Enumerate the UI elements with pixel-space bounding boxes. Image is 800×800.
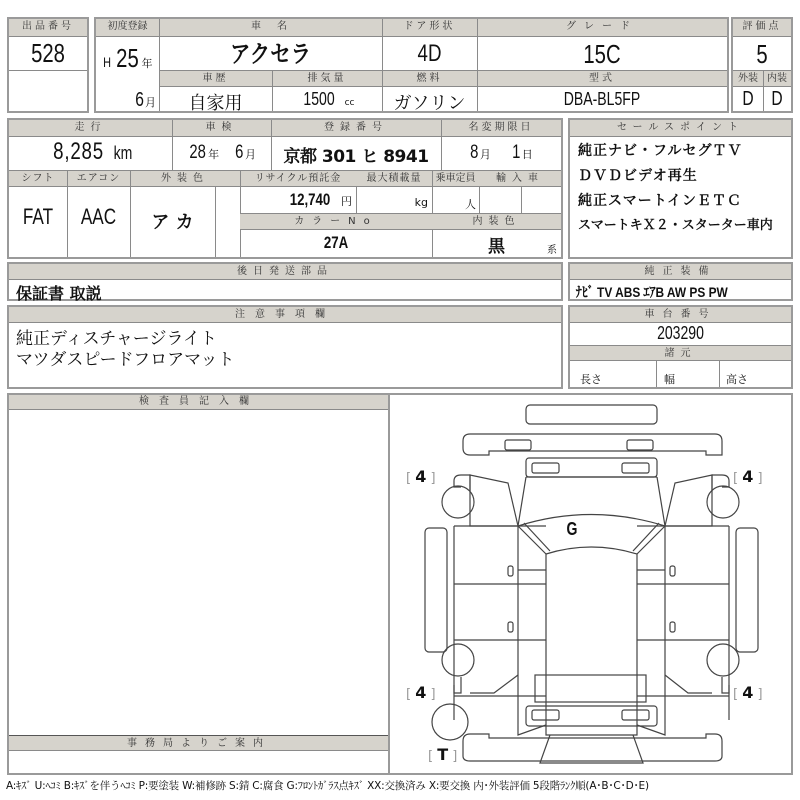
recycle-fee-value	[240, 190, 356, 210]
front-fender-right	[665, 475, 712, 526]
door-handle-rear-right	[670, 622, 675, 632]
exterior-color-value: ア カ	[151, 212, 194, 233]
side-step-left	[425, 528, 447, 652]
grade-label: グレード	[477, 19, 727, 37]
rear-fender-left	[470, 675, 518, 693]
tire-label-rear-left: [ 4 ]	[406, 683, 436, 702]
tire-rear-right	[707, 644, 739, 676]
tire-tread-value: 4	[415, 467, 427, 486]
headlight-right	[622, 463, 649, 473]
side-step-right	[736, 528, 758, 652]
name-change-deadline-value	[441, 142, 561, 164]
door-splits-right	[637, 584, 729, 696]
specs-height: 高さ	[726, 373, 748, 386]
detail-box	[7, 118, 563, 259]
shift-value: FAT	[22, 204, 54, 229]
fuel-label: 燃料	[382, 70, 477, 87]
chassis-label: 車台番号	[570, 307, 791, 323]
notes-label: 注意事項欄	[9, 307, 561, 323]
month-unit: 月	[244, 148, 256, 161]
hood-edges	[518, 477, 665, 526]
score-value: 5	[756, 39, 768, 69]
fog-lamp-left	[505, 440, 531, 450]
fuel-value: ガソリン	[393, 93, 466, 114]
front-bumper	[463, 434, 722, 455]
tire-tread-value: 4	[415, 683, 427, 702]
month-unit: 月	[145, 96, 156, 109]
tire-tread-value: 4	[742, 683, 754, 702]
tire-label-front-right: [ 4 ]	[733, 467, 763, 486]
displacement-number: 1500	[303, 89, 336, 109]
divider	[521, 187, 522, 213]
tire-label-front-left: [ 4 ]	[406, 467, 436, 486]
trunk-lid	[535, 675, 646, 702]
displacement-value	[272, 89, 382, 110]
divider	[656, 361, 657, 387]
fog-lamp-right	[627, 440, 653, 450]
later-parts-value: 保証書 取説	[16, 284, 102, 303]
specs-width: 幅	[664, 373, 675, 386]
displacement-unit: cc	[344, 98, 355, 108]
sales-point-item: スマートキＸ２・スターター車内	[578, 218, 773, 233]
divider	[479, 187, 480, 213]
shift-label: シフト	[9, 170, 67, 187]
spare-tire-label: [ T ]	[428, 745, 458, 764]
first-registration-year	[96, 43, 159, 74]
score-box	[731, 17, 793, 113]
exterior-value: D	[742, 88, 754, 110]
max-load-label: 最大積載量	[356, 170, 432, 187]
deadline-day: 1	[512, 142, 521, 163]
month-unit: 月	[479, 148, 491, 161]
inspector-box	[7, 393, 389, 775]
rear-lamps	[454, 677, 729, 693]
grade-value: 15C	[583, 39, 621, 69]
car-name-value: アクセラ	[230, 40, 311, 68]
rear-window	[540, 735, 643, 763]
lot-number-value: 528	[31, 38, 65, 68]
aircon-value: AAC	[80, 204, 117, 229]
mileage-number: 8,285	[53, 138, 104, 165]
later-parts-box	[7, 262, 563, 301]
inspector-label: 検査員記入欄	[9, 395, 389, 410]
day-unit: 日	[521, 148, 533, 161]
capacity-label: 乗車定員	[432, 170, 479, 187]
sales-points-label: セールスポイント	[570, 120, 791, 137]
history-value: 自家用	[188, 93, 243, 114]
car-name-label: 車 名	[159, 19, 382, 37]
recycle-fee-label: リサイクル預託金	[240, 170, 356, 187]
headlight-left	[532, 463, 559, 473]
model-code-value: DBA-BL5FP	[563, 89, 641, 109]
tire-rear-left	[442, 644, 474, 676]
chassis-box	[568, 305, 793, 389]
divider	[215, 187, 216, 257]
equipment-box	[568, 262, 793, 301]
interior-label: 内装	[763, 70, 791, 87]
tire-front-left	[442, 486, 474, 518]
lot-number-label: 出品番号	[9, 19, 87, 37]
door-handle-front-left	[508, 566, 513, 576]
spare-value: T	[437, 745, 449, 764]
interior-value: D	[771, 88, 783, 110]
door-splits-left	[454, 584, 546, 696]
interior-color-label: 内装色	[432, 213, 561, 230]
roof	[546, 554, 637, 735]
notes-line: 純正ディスチャージライト	[16, 329, 217, 349]
equipment-value: ﾅﾋﾞ TV ABS ｴｱB AW PS PW	[575, 284, 728, 300]
vehicle-info-box	[94, 17, 729, 113]
equipment-label: 純正装備	[570, 264, 791, 280]
mirror-left	[454, 475, 461, 487]
displacement-label: 排気量	[272, 70, 382, 87]
history-label: 車歴	[159, 70, 272, 87]
score-label: 評価点	[733, 19, 791, 37]
deadline-month: 8	[470, 142, 479, 163]
era: H	[103, 54, 112, 70]
interior-color-value: 黒	[488, 237, 505, 257]
notes-line: マツダスピードフロアマット	[16, 350, 235, 370]
exterior-color-label: 外装色	[130, 170, 240, 187]
tire-tread-value: 4	[742, 467, 754, 486]
year-unit: 年	[208, 148, 220, 161]
rear-bumper	[463, 734, 722, 761]
chassis-value: 203290	[657, 323, 704, 343]
lot-number-box	[7, 17, 89, 113]
a-pillars	[518, 523, 665, 554]
year: 25	[115, 43, 139, 73]
inspection-label: 車検	[172, 120, 271, 137]
divider	[719, 361, 720, 387]
office-label: 事務局よりご案内	[9, 735, 389, 751]
mirror-right	[722, 475, 729, 487]
first-registration-month	[96, 89, 156, 112]
month: 6	[135, 89, 144, 111]
import-label: 輸入車	[479, 170, 561, 187]
mileage-label: 走行	[9, 120, 172, 137]
door-line-right	[637, 526, 665, 735]
divider	[67, 170, 68, 257]
door-type-value: 4D	[417, 40, 442, 67]
inspection-year: 28	[189, 142, 206, 163]
color-no-label: カラーNo	[240, 213, 432, 230]
max-load-unit: kg	[414, 196, 428, 209]
mileage-value	[9, 138, 172, 166]
divider	[477, 19, 478, 111]
damage-diagram	[388, 393, 793, 775]
aircon-label: エアコン	[67, 170, 130, 187]
rear-fender-right	[665, 675, 712, 693]
inspection-value	[172, 142, 271, 164]
specs-length: 長さ	[580, 373, 602, 386]
sales-point-item: ＤＶＤビデオ再生	[578, 168, 698, 184]
door-handle-rear-left	[508, 622, 513, 632]
exterior-label: 外装	[733, 70, 763, 87]
inspection-month: 6	[235, 142, 244, 163]
specs-label: 諸元	[570, 345, 791, 361]
first-registration-label: 初度登録	[96, 19, 159, 37]
side-right	[637, 526, 729, 720]
car-outline-svg	[390, 395, 791, 773]
spare-tire	[432, 704, 468, 740]
front-grille-panel	[526, 405, 657, 424]
registration-number-label: 登録番号	[271, 120, 441, 137]
later-parts-label: 後日発送部品	[9, 264, 561, 280]
capacity-unit: 人	[465, 198, 476, 211]
legend: A:ｷｽﾞ U:ﾍｺﾐ B:ｷｽﾞを伴うﾍｺﾐ P:要塗装 W:補修跡 S:錆 C:腐食 G:ﾌﾛﾝﾄｶﾞﾗｽ点ｷｽﾞ XX:交換済み X:要交換 内･外装評価 5段階ﾗﾝｸ順(A･B･C･D･E)	[6, 780, 649, 792]
front-fender-left	[470, 475, 518, 526]
model-code-label: 型式	[477, 70, 727, 87]
divider	[763, 70, 764, 111]
interior-color-unit: 系	[547, 245, 557, 256]
divider	[9, 70, 87, 71]
tail-light-right	[622, 710, 649, 720]
color-no-value: 27A	[323, 233, 349, 252]
side-left	[454, 526, 546, 720]
windshield-damage-mark: G	[566, 519, 578, 539]
recycle-fee-unit: 円	[341, 195, 352, 208]
windshield-top	[518, 515, 665, 527]
door-line-left	[518, 526, 546, 735]
door-handle-front-right	[670, 566, 675, 576]
windshield-bottom	[546, 547, 637, 554]
tire-label-rear-right: [ 4 ]	[733, 683, 763, 702]
sales-point-item: 純正スマートインＥＴＣ	[578, 193, 743, 209]
registration-number-value: 京都 301 ヒ 8941	[283, 147, 429, 167]
sales-points-box	[568, 118, 793, 259]
notes-box	[7, 305, 563, 389]
mileage-unit: km	[113, 143, 133, 163]
name-change-deadline-label: 名変期限日	[441, 120, 561, 137]
door-type-label: ドア形状	[382, 19, 477, 37]
sales-point-item: 純正ナビ・フルセグＴＶ	[578, 143, 743, 159]
front-headlight-panel	[526, 458, 657, 477]
recycle-fee-number: 12,740	[289, 190, 331, 209]
year-unit: 年	[141, 57, 153, 70]
